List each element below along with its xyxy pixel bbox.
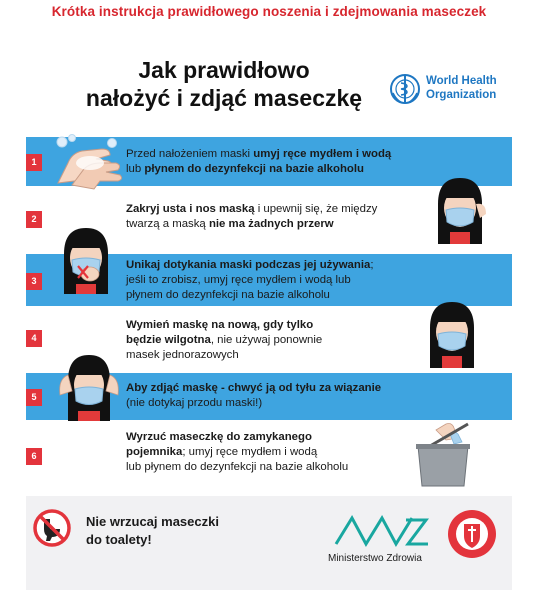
ministry-of-health-logo-icon: [332, 512, 430, 548]
bin-icon: [406, 416, 476, 488]
step-4-line-2-segment-2: , nie używaj ponownie: [210, 334, 323, 346]
step-3-line-1-segment-2: ;: [370, 259, 374, 271]
step-2-line-1-segment-2: i upewnij się, że między: [254, 203, 378, 215]
woman-putting-on-mask-icon: [430, 174, 490, 244]
step-number-3: 3: [26, 273, 42, 290]
step-6-line-3: [126, 460, 348, 475]
step-1-line-2-segment-2: płynem do dezynfekcji na bazie alkoholu: [144, 163, 365, 175]
woman-touching-mask-icon: [56, 224, 116, 294]
poster-heading: [84, 56, 364, 112]
step-text-1: [126, 147, 391, 177]
top-title: Krótka instrukcja prawidłowego noszenia i zdejmowania maseczek: [51, 4, 487, 19]
step-3-line-2-segment-1: jeśli to zrobisz, umyj ręce mydłem i wodą lub: [126, 274, 351, 286]
step-text-5: [126, 381, 381, 411]
step-4-line-3-segment-1: masek jednorazowych: [126, 349, 239, 361]
no-toilet-icon: [32, 508, 72, 548]
ministry-name: Ministerstwo Zdrowia: [328, 553, 422, 564]
step-text-2: [126, 202, 377, 232]
step-3-line-3: [126, 288, 374, 303]
sanitary-inspection-seal-icon: [446, 508, 498, 560]
no-toilet-line-1: Nie wrzucaj maseczki: [86, 514, 219, 529]
step-number-6: 6: [26, 448, 42, 465]
step-text-3: [126, 258, 374, 303]
step-2-line-2-segment-2: nie ma żadnych przerw: [208, 218, 334, 230]
step-2-line-1-segment-1: Zakryj usta i nos maską: [126, 203, 255, 215]
step-4-line-1-segment-1: Wymień maskę na nową, gdy tylko: [126, 319, 314, 331]
no-toilet-line-2: do toalety!: [86, 532, 152, 547]
who-emblem-icon: [388, 72, 422, 106]
step-1-line-2-segment-1: lub: [126, 163, 145, 175]
step-4-line-2-segment-1: będzie wilgotna: [126, 334, 211, 346]
step-1-line-1: [126, 147, 391, 162]
step-2-line-1: [126, 202, 377, 217]
step-3-line-2: [126, 273, 374, 288]
step-number-2: 2: [26, 211, 42, 228]
who-line-1: World Health: [426, 75, 497, 87]
step-4-line-1: [126, 318, 322, 333]
step-4-line-3: [126, 348, 322, 363]
instruction-poster: [26, 34, 512, 590]
step-6-line-2-segment-1: pojemnika: [126, 446, 183, 458]
step-2-line-2-segment-1: twarzą a maską: [126, 218, 209, 230]
step-3-line-1-segment-1: Unikaj dotykania maski podczas jej używania: [126, 259, 371, 271]
hand-washing-icon: [50, 133, 130, 193]
step-1-line-1-segment-1: Przed nałożeniem maski: [126, 148, 254, 160]
step-text-4: [126, 318, 322, 363]
step-1-line-1-segment-2: umyj ręce mydłem i wodą: [253, 148, 392, 160]
step-5-line-2-segment-1: (nie dotykaj przodu maski!): [126, 397, 263, 409]
woman-wearing-mask-icon: [422, 298, 482, 368]
step-4-line-2: [126, 333, 322, 348]
step-number-4: 4: [26, 330, 42, 347]
step-6: [26, 420, 512, 496]
step-5-line-2: [126, 396, 381, 411]
step-2-line-2: [126, 217, 377, 232]
heading-line-1: Jak prawidłowo: [138, 57, 310, 83]
heading-line-2: nałożyć i zdjąć maseczkę: [85, 85, 363, 111]
step-5: [26, 373, 512, 420]
step-number-5: 5: [26, 389, 42, 406]
no-toilet-warning: [86, 513, 219, 549]
who-line-2: Organization: [426, 89, 497, 101]
removing-mask-icon: [58, 351, 120, 421]
step-6-line-1-segment-1: Wyrzuć maseczkę do zamykanego: [126, 431, 312, 443]
step-3-line-1: [126, 258, 374, 273]
step-3-line-3-segment-1: płynem do dezynfekcji na bazie alkoholu: [126, 289, 330, 301]
step-6-line-3-segment-1: lub płynem do dezynfekcji na bazie alkoholu: [126, 461, 349, 473]
step-6-line-1: [126, 430, 348, 445]
step-6-line-2-segment-2: ; umyj ręce mydłem i wodą: [182, 446, 318, 458]
who-logo: [388, 72, 508, 108]
who-name: [426, 74, 510, 102]
step-1-line-2: [126, 162, 391, 177]
step-number-1: 1: [26, 154, 42, 171]
step-6-line-2: [126, 445, 348, 460]
poster-footer: [26, 496, 512, 590]
step-text-6: [126, 430, 348, 475]
step-5-line-1: [126, 381, 381, 396]
step-5-line-1-segment-1: Aby zdjąć maskę - chwyć ją od tyłu za wiązanie: [126, 382, 382, 394]
